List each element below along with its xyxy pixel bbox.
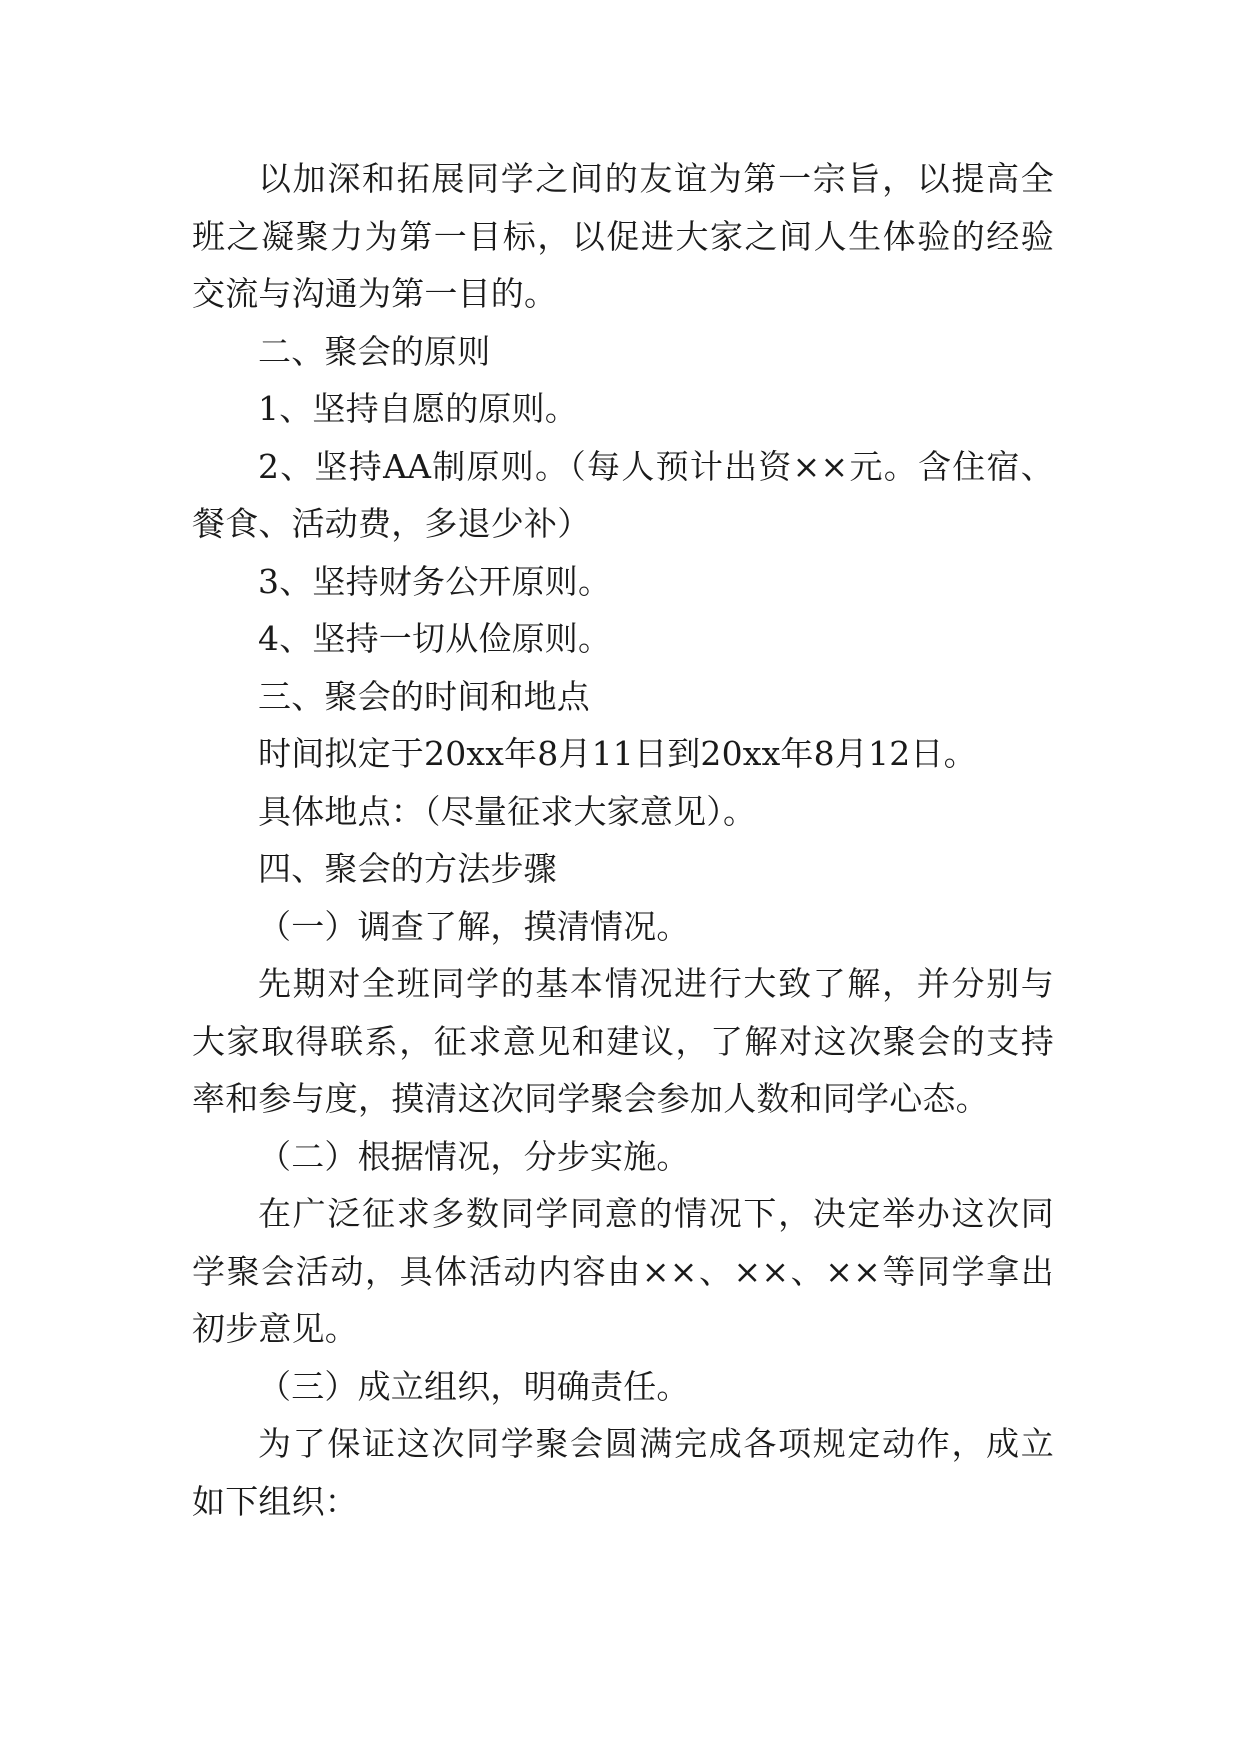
document-body <box>192 150 1054 1530</box>
principle-item: 3、坚持财务公开原则。 <box>258 561 612 601</box>
step-body-paragraph: 先期对全班同学的基本情况进行大致了解，并分别与大家取得联系，征求意见和建议，了解对这次聚会的支持率和参与度，摸清这次同学聚会参加人数和同学心态。 <box>192 964 1054 1118</box>
step-body-paragraph: 在广泛征求多数同学同意的情况下，决定举办这次同学聚会活动，具体活动内容由××、××、××等同学拿出初步意见。 <box>192 1194 1054 1348</box>
purpose-paragraph: 以加深和拓展同学之间的友谊为第一宗旨，以提高全班之凝聚力为第一目标，以促进大家之间人生体验的经验交流与沟通为第一目的。 <box>192 159 1054 313</box>
principle-item: 4、坚持一切从俭原则。 <box>258 619 612 658</box>
step-heading: （三）成立组织，明确责任。 <box>258 1366 690 1406</box>
location-paragraph: 具体地点：（尽量征求大家意见）。 <box>258 791 757 831</box>
principle-item: 2、坚持AA制原则。（每人预计出资××元。含住宿、餐食、活动费，多退少补） <box>192 446 1054 543</box>
section-heading-steps: 四、聚会的方法步骤 <box>258 849 557 888</box>
step-heading: （一）调查了解，摸清情况。 <box>258 906 690 946</box>
time-paragraph: 时间拟定于20xx年8月11日到20xx年8月12日。 <box>258 734 977 773</box>
section-heading-principles: 二、聚会的原则 <box>258 331 491 371</box>
section-heading-time-location: 三、聚会的时间和地点 <box>258 676 590 716</box>
step-body-paragraph: 为了保证这次同学聚会圆满完成各项规定动作，成立如下组织： <box>192 1424 1054 1521</box>
principle-item: 1、坚持自愿的原则。 <box>258 389 578 428</box>
step-heading: （二）根据情况，分步实施。 <box>258 1136 690 1176</box>
